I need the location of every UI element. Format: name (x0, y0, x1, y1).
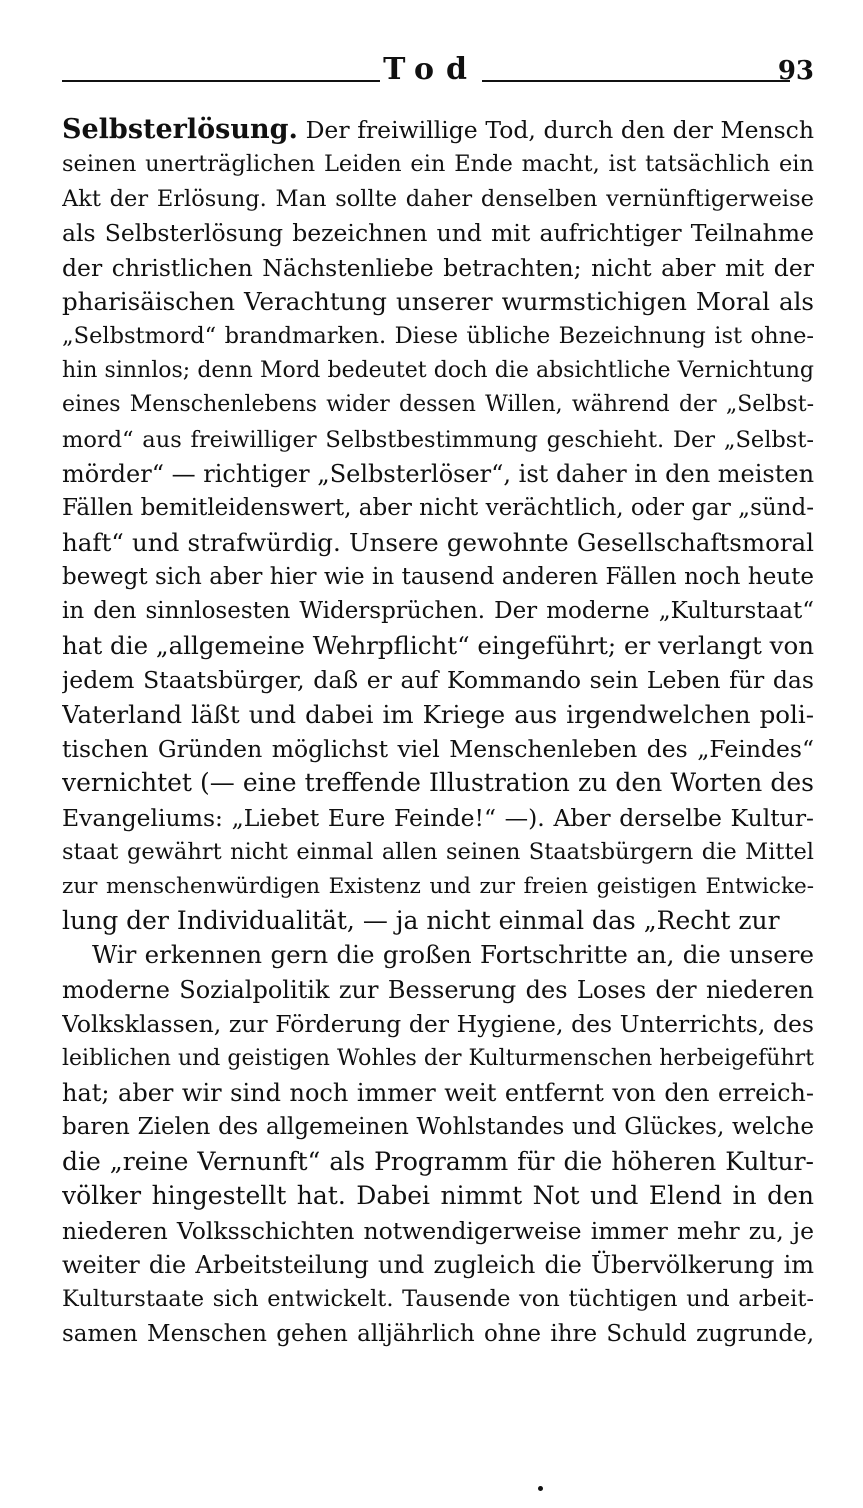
text-line: bewegt sich aber hier wie in tausend anderen Fällen noch heute (62, 564, 814, 591)
body-text (62, 113, 814, 1351)
running-head (62, 52, 814, 92)
paragraph-selbsterloesung (62, 113, 814, 938)
section-heading: Selbsterlösung. (62, 114, 298, 145)
ink-dot-mark (538, 1486, 543, 1491)
text-line: jedem Staatsbürger, daß er auf Kommando sein Leben für das (62, 666, 814, 695)
header-rule-left (62, 80, 380, 82)
paragraph-sozialpolitik (62, 938, 814, 1351)
text-line: niederen Volksschichten notwendigerweise immer mehr zu, je (62, 1216, 814, 1245)
text-line: pharisäischen Verachtung unserer wurmstichigen Moral als (62, 286, 814, 316)
text-line: Wir erkennen gern die großen Fortschritte an, die unsere (92, 940, 814, 970)
text-line: als Selbsterlösung bezeichnen und mit aufrichtiger Teilnahme (62, 219, 814, 248)
text-line: Kulturstaate sich entwickelt. Tausende von tüchtigen und arbeit- (62, 1286, 814, 1313)
text-line: eines Menschenlebens wider dessen Willen, während der „Selbst- (62, 392, 814, 418)
text-line: „Selbstmord“ brandmarken. Diese übliche Bezeichnung ist ohne- (62, 323, 814, 350)
text-line: vernichtet (— eine treffende Illustration zu den Worten des (62, 768, 814, 798)
running-title: Tod (383, 52, 479, 87)
text-line: leiblichen und geistigen Wohles der Kulturmenschen herbeigeführt (62, 1045, 814, 1071)
text-line: moderne Sozialpolitik zur Besserung des Loses der niederen (62, 975, 814, 1004)
text-line: zur menschenwürdigen Existenz und zur freien geistigen Entwicke- (62, 873, 814, 899)
text-line: in den sinnlosesten Widersprüchen. Der moderne „Kulturstaat“ (62, 598, 814, 625)
text-line: Evangeliums: „Liebet Eure Feinde!“ —). Aber derselbe Kultur- (62, 803, 814, 832)
text-line: die „reine Vernunft“ als Programm für die höheren Kultur- (62, 1146, 814, 1176)
text-line: baren Zielen des allgemeinen Wohlstandes und Glückes, welche (62, 1114, 814, 1141)
text-line: tischen Gründen möglichst viel Menschenleben des „Feindes“ (62, 735, 814, 764)
text-line: Vaterland läßt und dabei im Kriege aus irgendwelchen poli- (62, 699, 814, 729)
text-line: seinen unerträglichen Leiden ein Ende macht, ist tatsächlich ein (62, 151, 814, 178)
text-line: der christlichen Nächstenliebe betrachten; nicht aber mit der (62, 253, 814, 282)
text-line: mörder“ — richtiger „Selbsterlöser“, ist daher in den meisten (62, 459, 814, 488)
first-line-text: Der freiwillige Tod, durch den der Mensch (305, 116, 814, 144)
text-line: Akt der Erlösung. Man sollte daher denselben vernünftigerweise (62, 185, 814, 212)
text-line: hat; aber wir sind noch immer weit entfernt von den erreich- (62, 1078, 814, 1107)
text-line: haft“ und strafwürdig. Unsere gewohnte Gesellschaftsmoral (62, 527, 814, 557)
text-line: samen Menschen gehen alljährlich ohne ihre Schuld zugrunde, (62, 1320, 814, 1347)
header-rule-right (482, 80, 790, 82)
text-line (62, 113, 814, 147)
text-line: hin sinnlos; denn Mord bedeutet doch die absichtliche Vernichtung (62, 357, 814, 383)
text-line: hat die „allgemeine Wehrpflicht“ eingeführt; er verlangt von (62, 630, 814, 660)
text-line: lung der Individualität, — ja nicht einmal das „Recht zur (62, 905, 780, 935)
text-line: Fällen bemitleidenswert, aber nicht verächtlich, oder gar „sünd- (62, 495, 814, 522)
text-line: mord“ aus freiwilliger Selbstbestimmung geschieht. Der „Selbst- (62, 426, 814, 453)
page-number: 93 (777, 56, 814, 86)
text-line: staat gewährt nicht einmal allen seinen Staatsbürgern die Mittel (62, 839, 814, 866)
text-line: weiter die Arbeitsteilung und zugleich die Übervölkerung im (62, 1250, 814, 1279)
text-line: Volksklassen, zur Förderung der Hygiene, des Unterrichts, des (62, 1010, 814, 1039)
text-line: völker hingestellt hat. Dabei nimmt Not und Elend in den (62, 1181, 814, 1211)
